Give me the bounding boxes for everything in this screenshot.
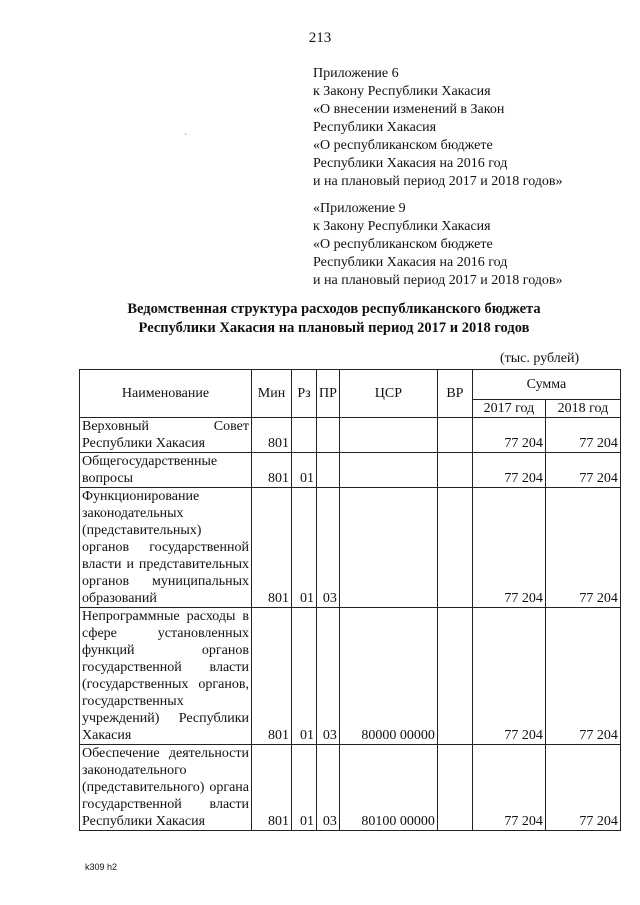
page-number: 213 <box>308 30 332 46</box>
appendix-9-block <box>313 200 563 290</box>
appendix-9-line: и на плановый период 2017 и 2018 годов» <box>313 273 563 288</box>
table-row <box>80 745 621 831</box>
row-vr <box>437 488 472 608</box>
appendix-9-line: Республики Хакасия на 2016 год <box>313 255 508 270</box>
row-pr <box>317 453 340 488</box>
row-vr <box>437 453 472 488</box>
row-2018: 77 204 <box>545 745 620 831</box>
header-sum: Сумма <box>472 370 620 400</box>
row-2017: 77 204 <box>472 488 545 608</box>
title-line-2: Республики Хакасия на плановый период 2017 и 2018 годов <box>138 320 530 336</box>
row-name: Обеспечение деятельности законодательного (представительного) органа государственной власти Республики Хакасия <box>80 745 252 831</box>
header-vr: ВР <box>437 370 472 418</box>
header-name: Наименование <box>80 370 252 418</box>
appendix-9-line: к Закону Республики Хакасия <box>313 219 491 234</box>
row-2018: 77 204 <box>545 418 620 453</box>
row-min: 801 <box>252 745 292 831</box>
row-min: 801 <box>252 608 292 745</box>
document-title <box>0 300 640 338</box>
row-2017: 77 204 <box>472 418 545 453</box>
row-rz: 01 <box>292 745 317 831</box>
row-pr <box>317 418 340 453</box>
row-vr <box>437 418 472 453</box>
appendix-6-line: «О внесении изменений в Закон <box>313 102 505 117</box>
title-line-1: Ведомственная структура расходов республиканского бюджета <box>127 301 541 317</box>
budget-table <box>79 369 621 831</box>
appendix-6-line: к Закону Республики Хакасия <box>313 84 491 99</box>
row-name: Непрограммные расходы в сфере установленных функций органов государственной власти (государственных органов, государственных учреждений) Республики Хакасия <box>80 608 252 745</box>
appendix-9-line: «Приложение 9 <box>313 201 406 216</box>
header-rz: Рз <box>292 370 317 418</box>
row-csr <box>339 488 437 608</box>
row-pr: 03 <box>317 745 340 831</box>
row-pr: 03 <box>317 488 340 608</box>
row-rz: 01 <box>292 608 317 745</box>
row-min: 801 <box>252 418 292 453</box>
row-pr: 03 <box>317 608 340 745</box>
row-name: Общегосударственные вопросы <box>80 453 252 488</box>
appendix-6-line: Республики Хакасия на 2016 год <box>313 156 508 171</box>
row-rz: 01 <box>292 453 317 488</box>
row-csr: 80100 00000 <box>339 745 437 831</box>
row-rz <box>292 418 317 453</box>
table-row <box>80 453 621 488</box>
header-min: Мин <box>252 370 292 418</box>
appendix-6-block <box>313 65 563 191</box>
row-2017: 77 204 <box>472 608 545 745</box>
appendix-6-line: «О республиканском бюджете <box>313 138 493 153</box>
footer-code: k309 h2 <box>85 862 118 872</box>
row-2017: 77 204 <box>472 745 545 831</box>
table-row <box>80 418 621 453</box>
row-vr <box>437 608 472 745</box>
appendix-6-line: Приложение 6 <box>313 66 399 81</box>
scan-mark: ` <box>184 133 188 144</box>
row-2018: 77 204 <box>545 608 620 745</box>
table-row <box>80 488 621 608</box>
header-pr: ПР <box>317 370 340 418</box>
row-csr <box>339 418 437 453</box>
row-rz: 01 <box>292 488 317 608</box>
row-2017: 77 204 <box>472 453 545 488</box>
header-2018: 2018 год <box>545 400 620 418</box>
row-min: 801 <box>252 453 292 488</box>
header-csr: ЦСР <box>339 370 437 418</box>
appendix-6-line: Республики Хакасия <box>313 120 437 135</box>
table-row <box>80 608 621 745</box>
row-vr <box>437 745 472 831</box>
row-csr: 80000 00000 <box>339 608 437 745</box>
row-2018: 77 204 <box>545 453 620 488</box>
units-label: (тыс. рублей) <box>500 351 580 366</box>
row-name: Функционирование законодательных (представительных) органов государственной власти и представительных органов муниципальных образований <box>80 488 252 608</box>
row-name: Верховный Совет Республики Хакасия <box>80 418 252 453</box>
appendix-9-line: «О республиканском бюджете <box>313 237 493 252</box>
row-min: 801 <box>252 488 292 608</box>
row-2018: 77 204 <box>545 488 620 608</box>
appendix-6-line: и на плановый период 2017 и 2018 годов» <box>313 174 563 189</box>
row-csr <box>339 453 437 488</box>
header-2017: 2017 год <box>472 400 545 418</box>
